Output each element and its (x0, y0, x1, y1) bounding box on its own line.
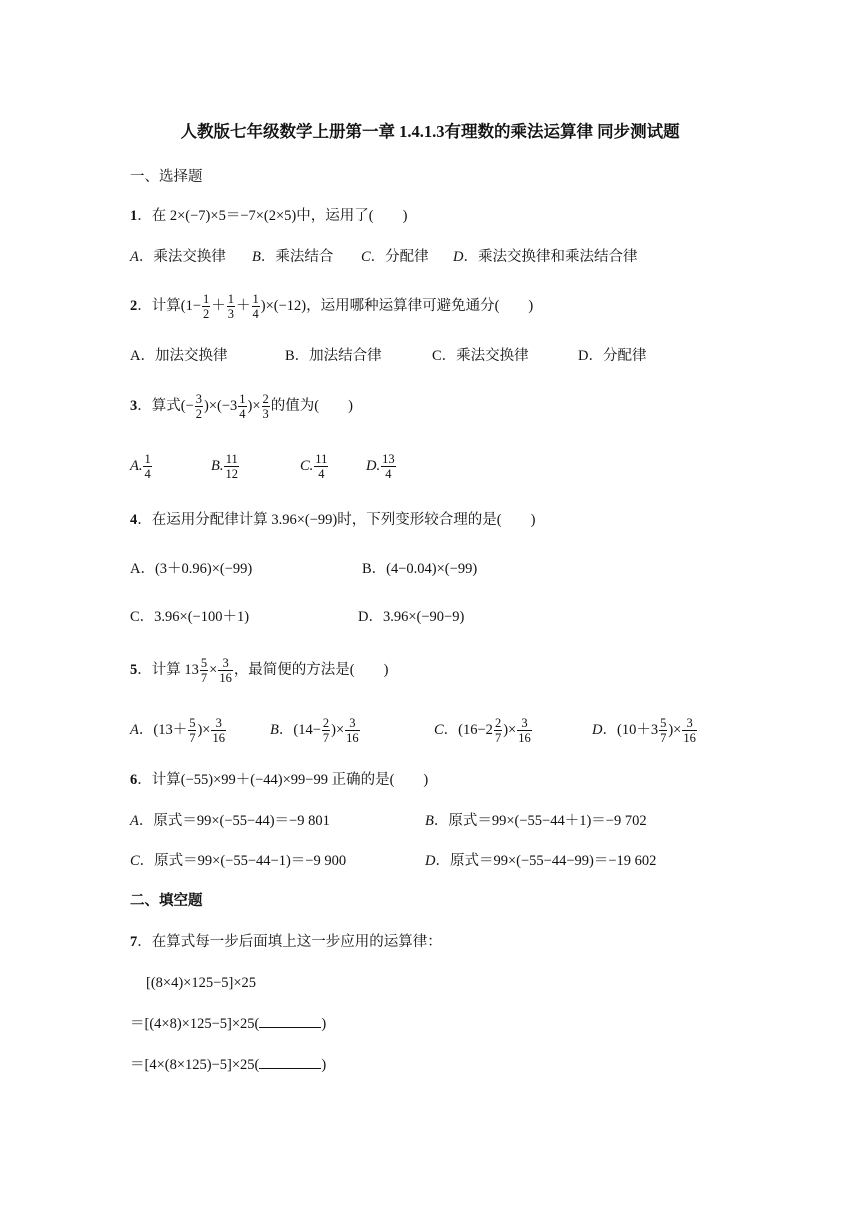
fraction: $\frac{11}{12}$ (225, 452, 238, 482)
fraction: $\frac{3}{16}$ (212, 716, 225, 746)
q7-line-3: ＝[4×(8×125)−5]×25( ) (130, 1054, 326, 1075)
q3-option-d[interactable]: D. $\frac{13}{4}$ (366, 452, 395, 482)
q4-option-a[interactable]: A．(3＋0.96)×(−99) (130, 561, 253, 577)
fraction: $\frac{1}{4}$ (252, 292, 259, 322)
q4-option-c[interactable]: C．3.96×(−100＋1) (130, 609, 250, 625)
q5-option-a[interactable]: A．(13＋ $\frac{5}{7}$ )× $\frac{3}{16}$ (130, 716, 225, 746)
fraction: $\frac{5}{7}$ (660, 716, 667, 746)
fraction: $\frac{5}{7}$ (189, 716, 196, 746)
fraction: $\frac{1}{3}$ (227, 292, 235, 322)
q4-option-b[interactable]: B．(4−0.04)×(−99) (362, 561, 478, 577)
q6-option-c[interactable]: C．原式＝99×(−55−44−1)＝−9 900 (130, 853, 347, 869)
q3-option-c[interactable]: C. $\frac{11}{4}$ (300, 452, 328, 482)
answer-blank[interactable] (259, 1013, 321, 1028)
q2-option-b[interactable]: B．加法结合律 (285, 348, 382, 364)
q6-option-a[interactable]: A．原式＝99×(−55−44)＝−9 801 (130, 813, 330, 829)
q2-option-a[interactable]: A．加法交换律 (130, 348, 228, 364)
q1-option-c[interactable]: C．分配律 (361, 249, 429, 265)
q2-option-d[interactable]: D．分配律 (578, 348, 647, 364)
fraction: $\frac{1}{4}$ (144, 452, 151, 482)
fraction: $\frac{2}{3}$ (262, 392, 269, 422)
fraction: $\frac{2}{7}$ (494, 716, 502, 746)
section-fill-heading: 二、填空题 (130, 893, 203, 909)
q7-line-1: [(8×4)×125−5]×25 (146, 975, 257, 991)
q5-option-c[interactable]: C．(16−2 $\frac{2}{7}$ )× $\frac{3}{16}$ (434, 716, 531, 746)
fraction: $\frac{1}{4}$ (239, 392, 246, 422)
fraction: $\frac{3}{16}$ (683, 716, 696, 746)
section-choice-heading: 一、选择题 (130, 169, 203, 185)
fraction: $\frac{1}{2}$ (203, 292, 210, 322)
question-1: 1．在 2×(−7)×5＝−7×(2×5)中，运用了( ) (130, 208, 408, 224)
fraction: $\frac{2}{7}$ (322, 716, 330, 746)
q1-option-d[interactable]: D．乘法交换律和乘法结合律 (453, 249, 638, 265)
q5-option-d[interactable]: D．(10＋3 $\frac{5}{7}$ )× $\frac{3}{16}$ (592, 716, 696, 746)
page-title: 人教版七年级数学上册第一章 1.4.1.3有理数的乘法运算律 同步测试题 (180, 122, 680, 141)
question-4: 4．在运用分配律计算 3.96×(−99)时，下列变形较合理的是( ) (130, 512, 536, 528)
fraction: $\frac{11}{4}$ (315, 452, 328, 482)
fraction: $\frac{3}{2}$ (195, 392, 203, 422)
q3-option-b[interactable]: B. $\frac{11}{12}$ (211, 452, 238, 482)
fraction: $\frac{3}{16}$ (219, 656, 232, 686)
q1-option-a[interactable]: A．乘法交换律 (130, 249, 226, 265)
question-7: 7．在算式每一步后面填上这一步应用的运算律： (130, 934, 442, 950)
answer-blank[interactable] (259, 1054, 321, 1069)
q1-option-b[interactable]: B．乘法结合 (252, 249, 334, 265)
q5-option-b[interactable]: B．(14− $\frac{2}{7}$ )× $\frac{3}{16}$ (270, 716, 359, 746)
q6-option-b[interactable]: B．原式＝99×(−55−44＋1)＝−9 702 (425, 813, 647, 829)
q7-line-2: ＝[(4×8)×125−5]×25( ) (130, 1013, 326, 1034)
fraction: $\frac{3}{16}$ (518, 716, 531, 746)
question-6: 6．计算(−55)×99＋(−44)×99−99 正确的是( ) (130, 772, 429, 788)
fraction: $\frac{3}{16}$ (346, 716, 359, 746)
question-5: 5．计算 13 $\frac{5}{7}$ × $\frac{3}{16}$ ，最简便的方法是( ) (130, 656, 389, 686)
q6-option-d[interactable]: D．原式＝99×(−55−44−99)＝−19 602 (425, 853, 657, 869)
question-2: 2．计算(1− $\frac{1}{2}$ ＋ $\frac{1}{3}$ ＋ $\frac{1}{4}$ )×(−12)，运用哪种运算律可避免通分( ) (130, 292, 534, 322)
q3-option-a[interactable]: A. $\frac{1}{4}$ (130, 452, 151, 482)
q2-option-c[interactable]: C．乘法交换律 (432, 348, 529, 364)
fraction: $\frac{13}{4}$ (382, 452, 395, 482)
question-3: 3．算式(− $\frac{3}{2}$ )×(−3 $\frac{1}{4}$ )× $\frac{2}{3}$ 的值为( ) (130, 392, 353, 422)
fraction: $\frac{5}{7}$ (200, 656, 208, 686)
q4-option-d[interactable]: D．3.96×(−90−9) (358, 609, 465, 625)
